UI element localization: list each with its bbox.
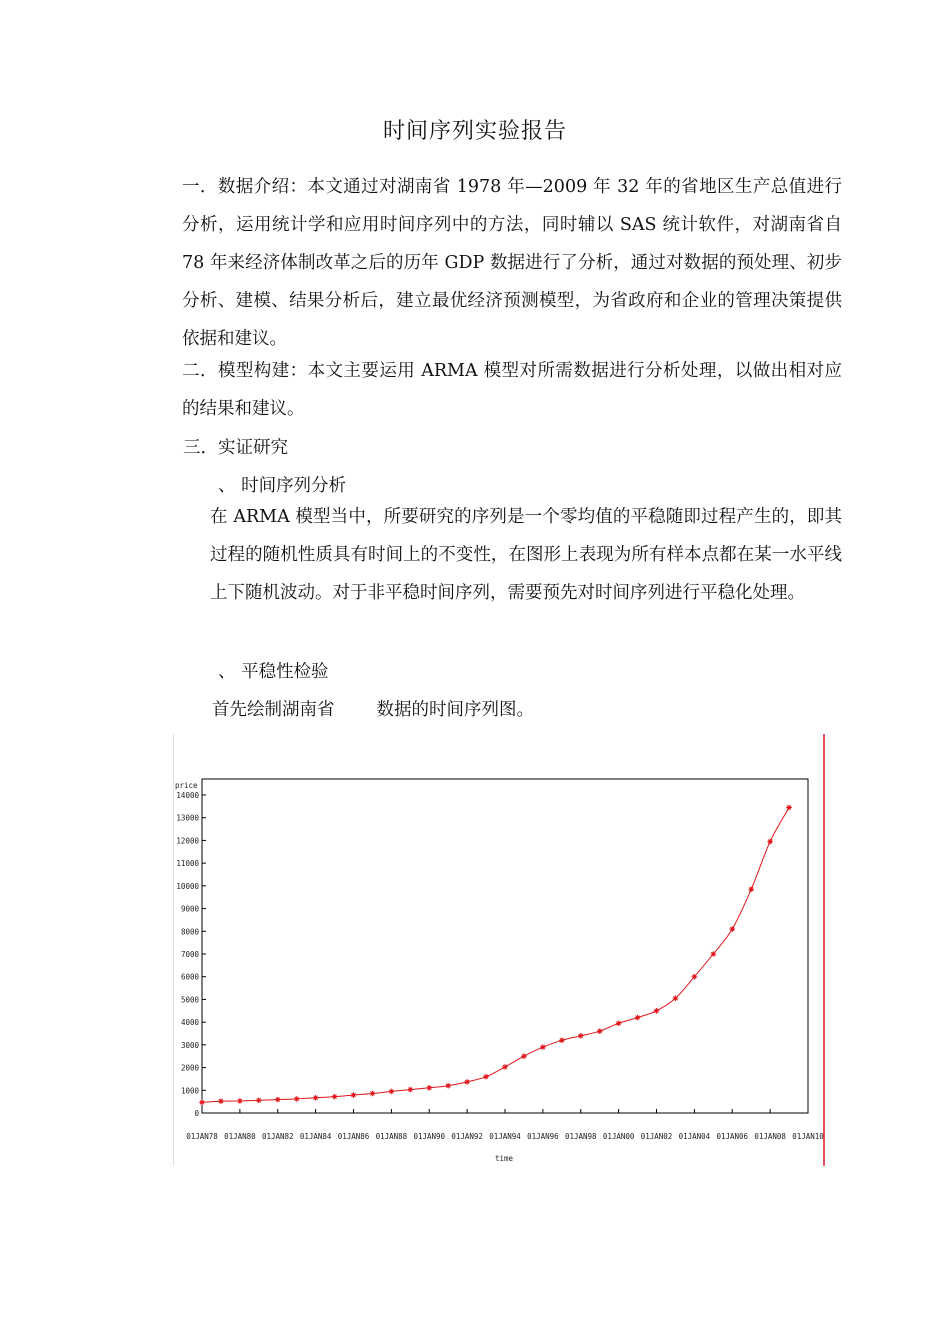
x-tick-label: 01JAN86 — [337, 1132, 370, 1141]
page-title: 时间序列实验报告 — [382, 119, 567, 144]
figure-intro-part-a: 首先绘制湖南省 — [212, 700, 335, 720]
data-point-marker — [748, 886, 754, 892]
data-point-marker — [521, 1053, 527, 1059]
data-point-marker — [673, 995, 679, 1001]
y-tick-label: 4000 — [180, 1018, 199, 1028]
data-point-marker — [389, 1089, 395, 1095]
x-tick-label: 01JAN80 — [224, 1132, 256, 1141]
data-point-marker — [616, 1020, 622, 1026]
x-tick-label: 01JAN06 — [716, 1132, 749, 1141]
plot-frame — [202, 779, 808, 1113]
y-tick-label: 1000 — [180, 1086, 199, 1096]
data-point-marker — [351, 1092, 357, 1098]
data-point-marker — [654, 1008, 660, 1014]
x-tick-label: 01JAN02 — [640, 1132, 673, 1141]
subsection-time-series-heading: 、 时间序列分析 — [218, 476, 347, 496]
data-point-marker — [275, 1097, 281, 1103]
section-1-label: 一．数据介绍： — [182, 177, 308, 197]
x-tick-label: 01JAN10 — [792, 1132, 824, 1141]
data-point-marker — [767, 839, 773, 845]
data-point-marker — [578, 1033, 584, 1039]
figure-intro-part-b: 数据的时间序列图。 — [376, 700, 534, 720]
x-tick-label: 01JAN94 — [489, 1132, 521, 1141]
data-point-marker — [540, 1044, 546, 1050]
series-markers — [199, 805, 792, 1105]
section-2-paragraph — [146, 352, 842, 428]
x-axis-label: time — [495, 1154, 514, 1163]
section-2-label: 二．模型构建： — [182, 361, 308, 381]
data-point-marker — [483, 1074, 489, 1080]
data-point-marker — [597, 1028, 603, 1034]
y-axis-label: price — [175, 781, 198, 790]
data-point-marker — [313, 1095, 319, 1101]
data-point-marker — [729, 926, 735, 932]
data-point-marker — [218, 1098, 224, 1104]
figure-intro — [212, 696, 534, 721]
data-point-marker — [635, 1015, 641, 1021]
x-tick-label: 01JAN78 — [186, 1132, 218, 1141]
y-tick-label: 5000 — [180, 995, 199, 1005]
y-tick-label: 7000 — [180, 950, 199, 959]
data-point-marker — [370, 1091, 376, 1097]
data-point-marker — [464, 1079, 470, 1085]
data-point-marker — [294, 1096, 300, 1102]
section-3-heading: 三．实证研究 — [183, 438, 288, 458]
data-point-marker — [199, 1100, 205, 1106]
y-tick-label: 6000 — [180, 972, 199, 982]
y-tick-label: 10000 — [176, 881, 199, 891]
chart-svg — [173, 734, 829, 1166]
section-2-text: 本文主要运用 ARMA 模型对所需数据进行分析处理，以做出相对应的结果和建议。 — [182, 361, 842, 419]
y-tick-label: 9000 — [180, 904, 199, 914]
data-point-marker — [502, 1064, 508, 1070]
y-tick-label: 8000 — [180, 927, 199, 937]
x-tick-label: 01JAN98 — [564, 1132, 597, 1141]
x-tick-label: 01JAN00 — [602, 1132, 635, 1141]
data-point-marker — [711, 951, 717, 957]
series-line — [202, 808, 789, 1103]
subsection-time-series-text: 在 ARMA 模型当中，所要研究的序列是一个零均值的平稳随即过程产生的，即其过程的随机性质具有时间上的不变性，在图形上表现为所有样本点都在某一水平线上下随机波动。对于非平稳时间序列，需要预先对时间序列进行平稳化处理。 — [210, 507, 842, 603]
data-point-marker — [237, 1098, 243, 1104]
x-tick-label: 01JAN90 — [413, 1132, 446, 1141]
y-tick-label: 13000 — [176, 813, 199, 823]
y-tick-label: 0 — [194, 1109, 199, 1118]
x-tick-label: 01JAN04 — [678, 1132, 711, 1141]
section-1-text: 本文通过对湖南省 1978 年—2009 年 32 年的省地区生产总值进行分析，运用统计学和应用时间序列中的方法，同时辅以 SAS 统计软件，对湖南省自 78 年来经济体制改革之后的历年 GDP 数据进行了分析，通过对数据的预处理、初步分析、建模、结果分析后，建立最优经济预测模型，为省政府和企业的管理决策提供依据和建议。 — [182, 177, 842, 349]
data-point-marker — [445, 1083, 451, 1089]
subsection-stationarity-heading: 、 平稳性检验 — [218, 662, 329, 682]
x-tick-label: 01JAN08 — [754, 1132, 786, 1141]
y-tick-label: 11000 — [176, 859, 199, 869]
x-tick-label: 01JAN92 — [451, 1132, 483, 1141]
section-1-paragraph — [146, 168, 842, 358]
data-point-marker — [408, 1087, 414, 1093]
data-point-marker — [559, 1038, 565, 1044]
x-tick-label: 01JAN96 — [527, 1132, 559, 1141]
data-point-marker — [332, 1094, 338, 1100]
y-tick-label: 3000 — [180, 1040, 199, 1050]
x-tick-label: 01JAN82 — [261, 1132, 294, 1141]
data-point-marker — [692, 974, 698, 980]
x-tick-label: 01JAN88 — [375, 1132, 408, 1141]
gdp-time-series-chart — [173, 734, 829, 1166]
y-tick-label: 14000 — [176, 791, 199, 800]
x-axis-ticks — [186, 1109, 824, 1141]
data-point-marker — [426, 1085, 432, 1091]
data-point-marker — [786, 805, 792, 811]
y-tick-label: 12000 — [176, 836, 199, 846]
y-tick-label: 2000 — [180, 1063, 199, 1073]
data-point-marker — [256, 1097, 262, 1103]
x-tick-label: 01JAN84 — [299, 1132, 332, 1141]
